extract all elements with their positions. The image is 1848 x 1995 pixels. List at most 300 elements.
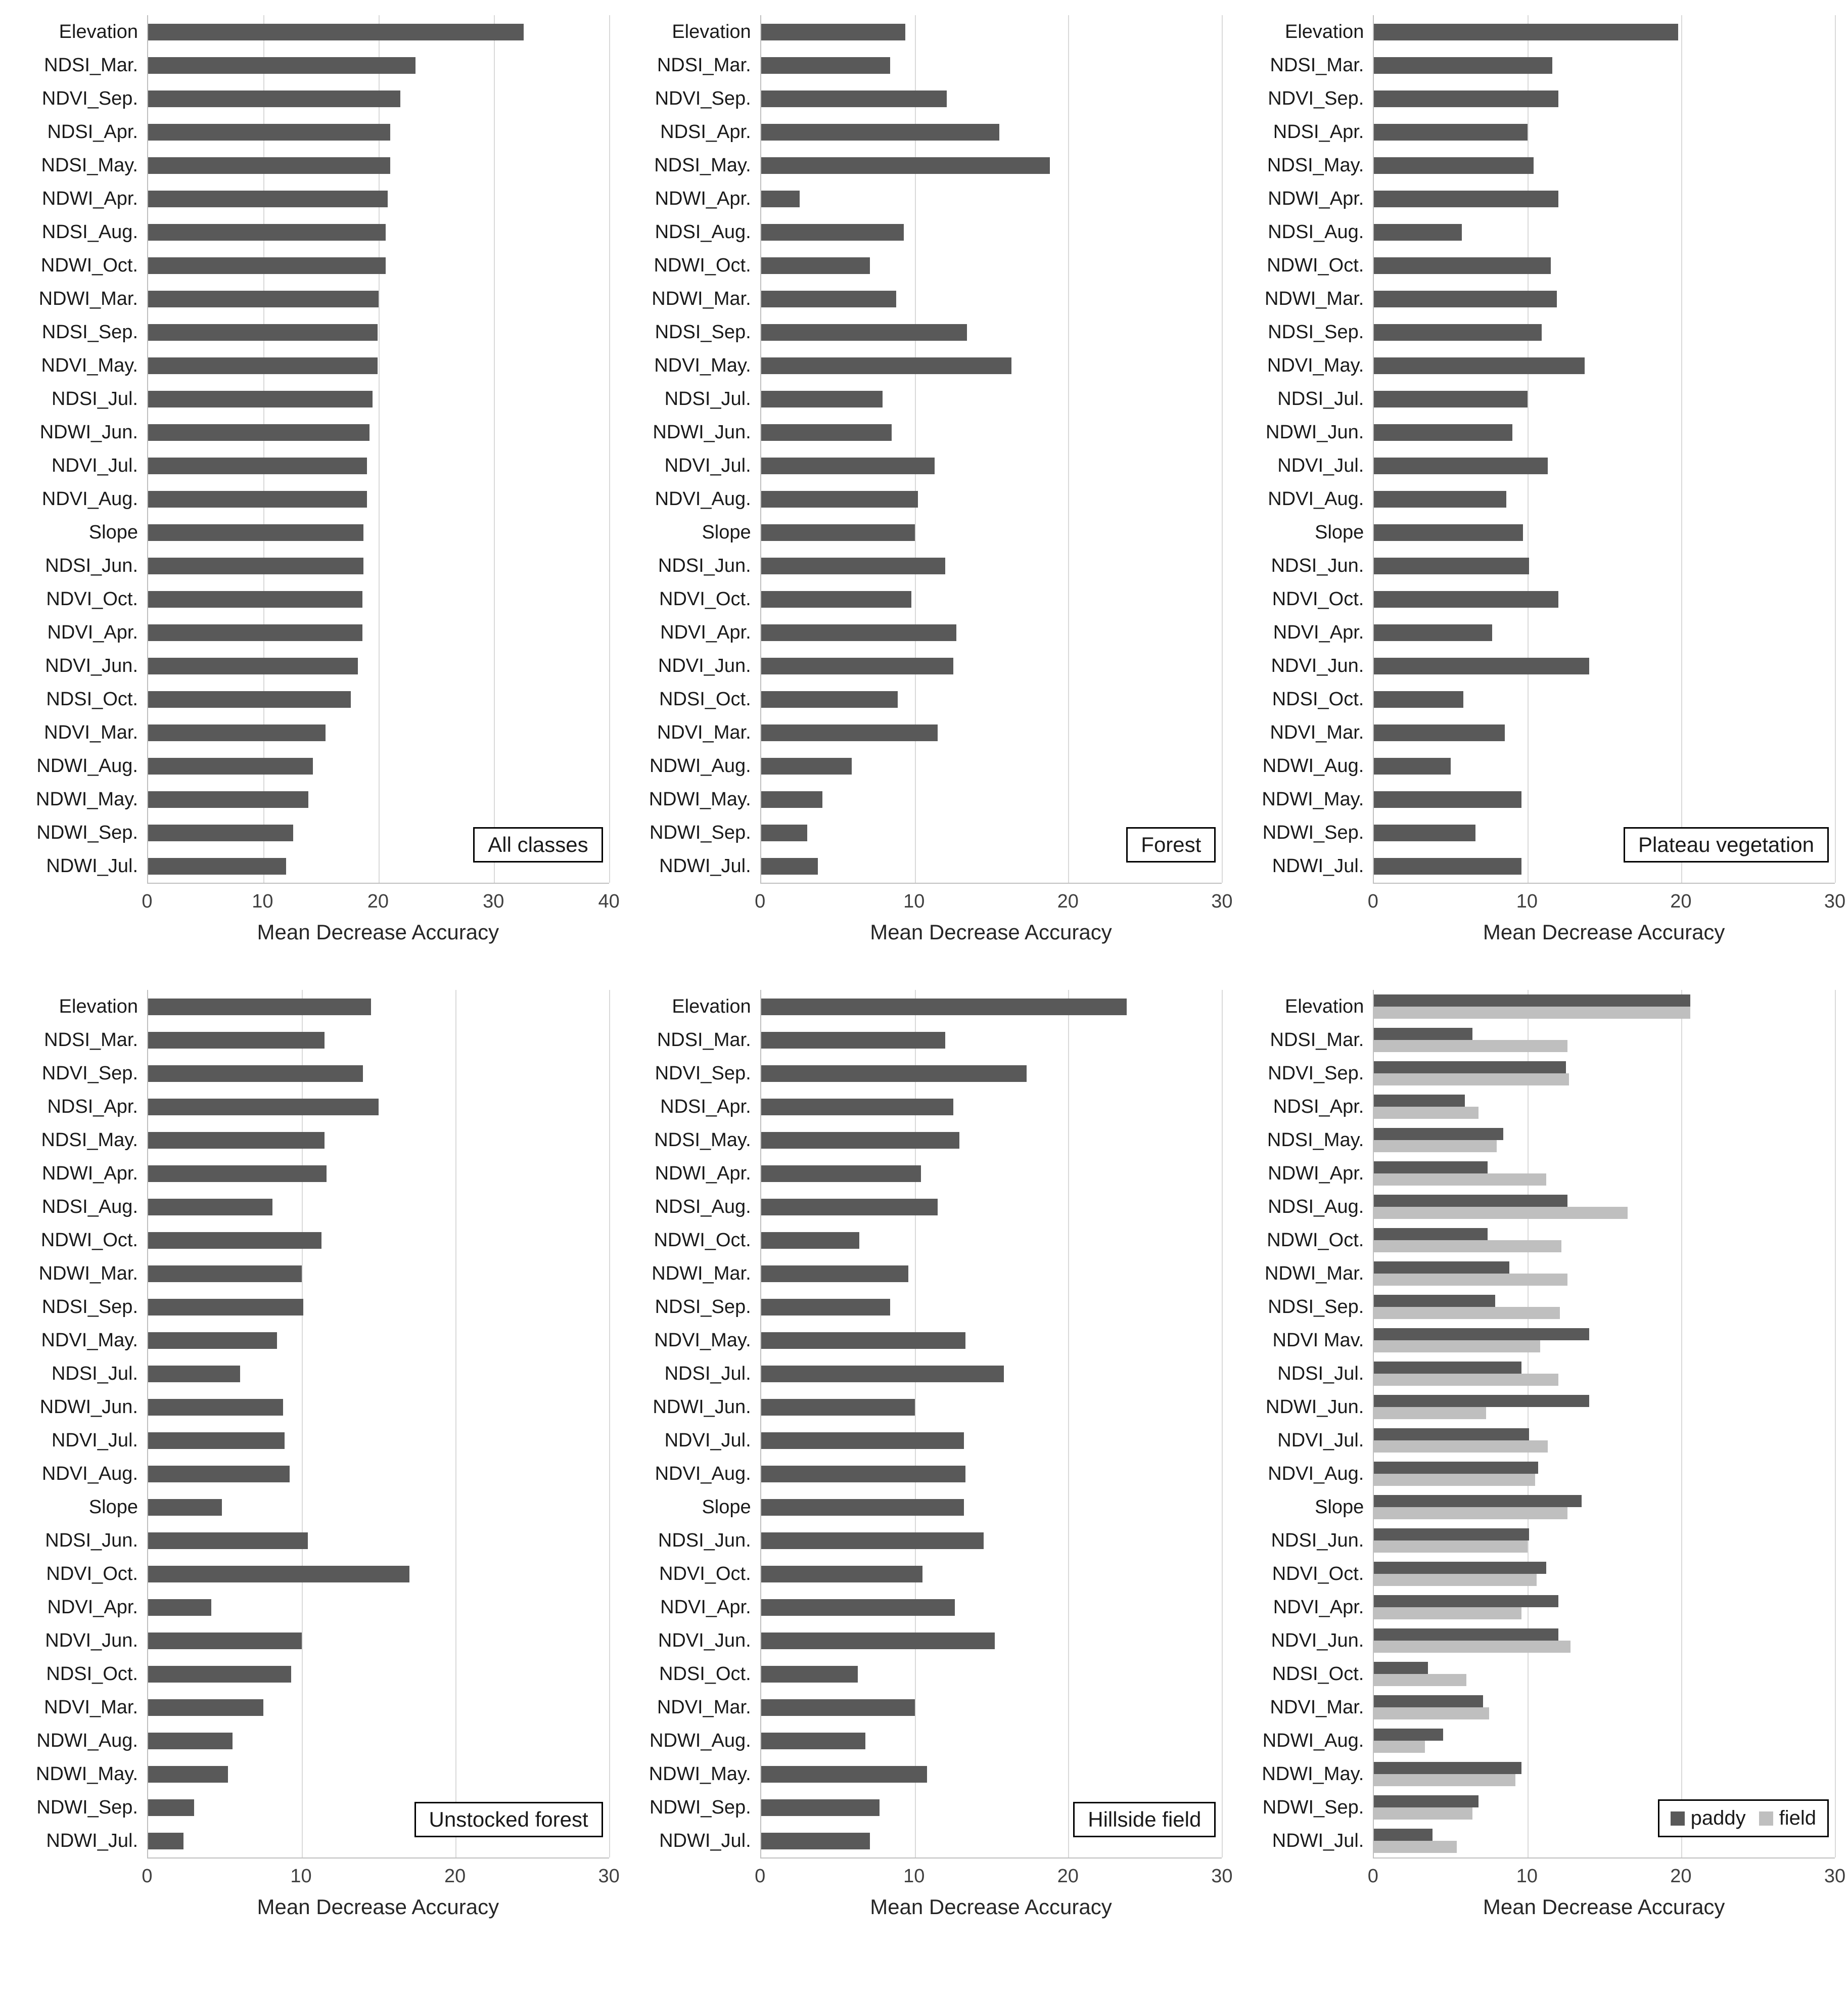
chart-body [1239, 15, 1835, 884]
bar-paddy [1374, 1028, 1472, 1040]
bar [1374, 558, 1529, 574]
y-axis-labels [1239, 15, 1373, 884]
bar-row [1374, 1657, 1835, 1691]
bar-row [1374, 1724, 1835, 1757]
bar-row [761, 1591, 1222, 1624]
bar [1374, 291, 1557, 307]
bar [148, 1199, 272, 1215]
category-label: NDSI_Mar. [44, 1029, 138, 1051]
category-label: NDVI_May. [41, 1329, 138, 1351]
category-label: NDWI_Oct. [654, 254, 751, 276]
bar [761, 1833, 870, 1849]
bar-row [1374, 1357, 1835, 1390]
bar-row [148, 1724, 609, 1757]
category-label: NDSI_May. [654, 154, 751, 176]
bar [148, 591, 362, 608]
chart-body [626, 990, 1222, 1858]
bar-row [148, 1490, 609, 1524]
bar-row [148, 1557, 609, 1591]
bar-row [761, 482, 1222, 516]
x-tick-label: 0 [142, 1866, 153, 1887]
gridline [609, 15, 610, 883]
bar-paddy [1374, 1462, 1538, 1474]
chart-panel-hillside-field [626, 990, 1233, 1919]
bar-paddy [1374, 1328, 1589, 1340]
bar-row [1374, 783, 1835, 816]
bar [761, 691, 898, 708]
chart-title: All classes [488, 833, 588, 856]
category-label: NDSI_May. [654, 1129, 751, 1151]
bar-paddy [1374, 1762, 1521, 1774]
bar-row [761, 282, 1222, 315]
bar-row [1374, 1691, 1835, 1724]
category-label: NDSI_Sep. [1268, 1296, 1364, 1318]
category-label: NDVI_May. [654, 1329, 751, 1351]
x-tick-label: 10 [252, 891, 273, 912]
bar [761, 324, 967, 341]
y-axis-labels [13, 990, 147, 1858]
bar-row [1374, 182, 1835, 215]
bar-row [1374, 649, 1835, 683]
bar-row [761, 1157, 1222, 1190]
bar-row [761, 315, 1222, 349]
bar [148, 1499, 222, 1516]
plot-area [760, 15, 1222, 884]
category-label: NDWI_Jul. [1272, 1830, 1364, 1851]
bar-row [761, 1691, 1222, 1724]
bar-row [1374, 1490, 1835, 1524]
bar [761, 424, 892, 441]
bar [148, 391, 373, 407]
bar-row [148, 1324, 609, 1357]
bar-paddy [1374, 1595, 1558, 1607]
bar-field [1374, 1841, 1457, 1853]
bar-paddy [1374, 1295, 1495, 1307]
bar-row [761, 516, 1222, 549]
bar [148, 1132, 325, 1149]
category-label: NDWI_Jul. [46, 855, 138, 877]
bar-field [1374, 1340, 1540, 1352]
bar [1374, 157, 1534, 174]
bar [1374, 624, 1492, 641]
bar-row [148, 716, 609, 749]
bar-row [1374, 582, 1835, 616]
category-label: NDWI_Apr. [41, 188, 138, 209]
bar-row [148, 1657, 609, 1691]
category-label: Elevation [672, 21, 751, 42]
bar-row [761, 749, 1222, 783]
x-tick-label: 20 [1057, 891, 1079, 912]
bar [148, 1799, 194, 1816]
bar-row [761, 549, 1222, 582]
category-label: NDVI_Mar. [44, 1696, 138, 1718]
chart-title: Hillside field [1088, 1807, 1202, 1831]
bar-row [148, 1223, 609, 1257]
category-label: NDSI_Mar. [657, 54, 751, 76]
bar [1374, 57, 1552, 74]
x-tick-label: 10 [1516, 891, 1538, 912]
bar-paddy [1374, 1395, 1589, 1407]
bar-paddy [1374, 1528, 1529, 1540]
bar [148, 658, 358, 674]
x-axis-title: Mean Decrease Accuracy [257, 920, 499, 944]
bars-layer [148, 15, 609, 883]
category-label: NDWI_Apr. [655, 188, 751, 209]
category-label: NDVI_Jun. [658, 1629, 751, 1651]
bar-row [148, 1390, 609, 1424]
category-label: NDSI_Apr. [47, 1096, 138, 1117]
bar-row [148, 382, 609, 416]
bar-row [148, 349, 609, 382]
x-tick-label: 0 [755, 1866, 766, 1887]
bar [1374, 90, 1558, 107]
bar [761, 1299, 890, 1316]
category-label: NDVI_Oct. [659, 588, 751, 610]
bar-row [148, 1290, 609, 1324]
x-axis [755, 1858, 1233, 1894]
bar-row [148, 1090, 609, 1123]
category-label: NDWI_May. [36, 1763, 138, 1785]
category-label: NDWI_May. [649, 1763, 751, 1785]
category-label: NDSI_Apr. [660, 121, 751, 143]
bar-row [1374, 1257, 1835, 1290]
category-label: NDVI_Oct. [46, 588, 138, 610]
category-label: NDWI_Sep. [1262, 1796, 1364, 1818]
category-label: NDWI_Jun. [653, 1396, 751, 1418]
bar-row [761, 115, 1222, 149]
bar-field [1374, 1574, 1537, 1586]
bar-row [761, 1724, 1222, 1757]
category-label: NDWI_Aug. [1262, 1730, 1364, 1751]
bar [148, 1633, 302, 1649]
bar-row [148, 1524, 609, 1557]
bar [148, 357, 378, 374]
bar [148, 1265, 302, 1282]
bar-row [148, 1424, 609, 1457]
x-axis-title: Mean Decrease Accuracy [1483, 1895, 1725, 1919]
x-tick-labels [142, 884, 620, 919]
bar-row [1374, 15, 1835, 49]
category-label: NDVI_Mar. [657, 721, 751, 743]
bar [148, 1833, 183, 1849]
bar-row [1374, 315, 1835, 349]
category-label: NDVI_Apr. [1273, 621, 1364, 643]
bar [148, 1532, 308, 1549]
gridline [1835, 15, 1836, 883]
plot-area [1373, 15, 1835, 884]
category-label: NDWI_Mar. [652, 288, 751, 309]
category-label: NDSI_Mar. [657, 1029, 751, 1051]
x-tick-label: 10 [903, 891, 925, 912]
bar-row [148, 1157, 609, 1190]
category-label: NDVI_Aug. [1268, 1463, 1364, 1484]
bar-row [148, 315, 609, 349]
bar-row [1374, 749, 1835, 783]
category-label: NDVI_Jun. [45, 1629, 138, 1651]
bar-field [1374, 1507, 1567, 1519]
category-label: NDSI_Sep. [655, 321, 751, 343]
bar-row [761, 1624, 1222, 1657]
bar-paddy [1374, 1829, 1432, 1841]
bar-row [761, 616, 1222, 649]
category-label: NDVI_Jul. [664, 455, 751, 476]
category-label: NDWI_Sep. [650, 1796, 751, 1818]
bar [761, 791, 823, 808]
x-tick-label: 20 [444, 1866, 466, 1887]
bar-row [761, 1324, 1222, 1357]
bar [1374, 124, 1528, 141]
category-label: NDWI_Jul. [659, 855, 751, 877]
category-label: NDSI_May. [41, 1129, 138, 1151]
bar-field [1374, 1707, 1489, 1719]
category-label: NDSI_Jun. [45, 1529, 138, 1551]
bar [761, 825, 807, 841]
x-axis-title: Mean Decrease Accuracy [257, 1895, 499, 1919]
category-label: NDVI_Apr. [47, 1596, 138, 1618]
bar-row [148, 49, 609, 82]
bar-row [761, 1057, 1222, 1090]
bar-row [761, 1424, 1222, 1457]
bar-field [1374, 1207, 1627, 1219]
bar [148, 1332, 277, 1349]
bar-row [761, 1090, 1222, 1123]
category-label: NDSI_Sep. [655, 1296, 751, 1318]
category-label: NDSI_May. [1267, 1129, 1364, 1151]
bar [1374, 825, 1475, 841]
bar [148, 57, 415, 74]
bar-row [761, 49, 1222, 82]
category-label: NDWI_Oct. [40, 254, 138, 276]
y-axis-labels [626, 15, 760, 884]
legend-item-paddy [1671, 1807, 1746, 1830]
bar-row [148, 1624, 609, 1657]
category-label: NDVI_Aug. [655, 488, 751, 510]
chart-title: Forest [1141, 833, 1202, 856]
category-label: NDWI_Apr. [1268, 188, 1364, 209]
bar-row [761, 716, 1222, 749]
category-label: NDSI_Aug. [655, 1196, 751, 1217]
bar-row [761, 1390, 1222, 1424]
bar-row [148, 215, 609, 249]
bar [761, 57, 890, 74]
bar [1374, 791, 1521, 808]
bar [148, 424, 369, 441]
category-label: NDSI_Mar. [1270, 54, 1364, 76]
bar [761, 1532, 984, 1549]
category-label: NDSI_Aug. [41, 1196, 138, 1217]
bar-paddy [1374, 1362, 1521, 1374]
bar-row [148, 482, 609, 516]
category-label: NDSI_Jul. [1277, 1363, 1364, 1384]
bar [1374, 591, 1558, 608]
bar-paddy [1374, 994, 1690, 1007]
category-label: NDWI_Oct. [654, 1229, 751, 1251]
category-label: NDVI_Jul. [51, 455, 138, 476]
category-label: NDSI_Oct. [1272, 1663, 1364, 1685]
bar [761, 1766, 927, 1783]
bar-row [148, 1257, 609, 1290]
bar-paddy [1374, 1662, 1427, 1674]
category-label: NDVI_Jul. [664, 1429, 751, 1451]
bar [761, 558, 946, 574]
bar [148, 825, 293, 841]
category-label: NDWI_Jun. [653, 421, 751, 443]
bar-paddy [1374, 1261, 1509, 1274]
bar-row [148, 516, 609, 549]
plot-area [147, 990, 609, 1858]
bar-row [148, 1591, 609, 1624]
gridline [609, 990, 610, 1857]
x-tick-label: 30 [598, 1866, 620, 1887]
bar [148, 90, 400, 107]
bar-row [761, 1123, 1222, 1157]
bar-field [1374, 1741, 1424, 1753]
category-label: NDWI_Mar. [38, 1262, 138, 1284]
bar [761, 1065, 1027, 1082]
chart-title-box [414, 1802, 603, 1837]
bar-row [148, 82, 609, 115]
bar-paddy [1374, 1428, 1529, 1440]
category-label: NDWI_Aug. [1262, 755, 1364, 777]
bar-row [1374, 382, 1835, 416]
bar-field [1374, 1274, 1567, 1286]
category-label: Slope [1315, 1496, 1364, 1518]
bar-paddy [1374, 1228, 1488, 1240]
chart-panel-forest [626, 15, 1233, 944]
category-label: NDSI_Aug. [41, 221, 138, 243]
category-label: NDVI_Oct. [1272, 1563, 1364, 1584]
chart-panel-paddy-field [1239, 990, 1846, 1919]
y-axis-labels [1239, 990, 1373, 1858]
chart-title: Plateau vegetation [1638, 833, 1814, 856]
bar [148, 1165, 327, 1182]
bar-row [1374, 616, 1835, 649]
bar-row [148, 649, 609, 683]
bar [148, 1666, 291, 1683]
bar [148, 1466, 290, 1482]
bar [148, 191, 388, 207]
bar-row [761, 82, 1222, 115]
category-label: NDSI_Oct. [659, 1663, 751, 1685]
bar [148, 524, 363, 541]
category-label: NDVI_Jun. [1271, 1629, 1364, 1651]
bar [1374, 424, 1512, 441]
plot-area [147, 15, 609, 884]
x-axis-title: Mean Decrease Accuracy [870, 920, 1112, 944]
bar-row [148, 549, 609, 582]
bar [761, 1232, 859, 1249]
category-label: NDWI_Aug. [650, 1730, 751, 1751]
bar [1374, 224, 1461, 241]
bar-row [761, 582, 1222, 616]
bar [148, 791, 308, 808]
bar-row [1374, 149, 1835, 182]
category-label: NDVI_Mar. [657, 1696, 751, 1718]
bar-row [1374, 516, 1835, 549]
category-label: NDSI_Mar. [44, 54, 138, 76]
category-label: NDSI_May. [41, 154, 138, 176]
bar [1374, 758, 1451, 775]
bar [148, 458, 367, 474]
bar-row [1374, 1424, 1835, 1457]
x-axis-title: Mean Decrease Accuracy [1483, 920, 1725, 944]
category-label: NDSI_Oct. [46, 688, 138, 710]
bar-row [148, 783, 609, 816]
x-axis [1367, 1858, 1846, 1894]
bar [148, 1766, 228, 1783]
bar [761, 124, 999, 141]
bar-row [1374, 1157, 1835, 1190]
bar-field [1374, 1073, 1569, 1085]
bar-row [148, 1757, 609, 1791]
bar [761, 1366, 1004, 1382]
chart-title-box [1073, 1802, 1216, 1837]
bar-field [1374, 1407, 1486, 1419]
bar-field [1374, 1674, 1466, 1686]
bar-field [1374, 1307, 1560, 1319]
category-label: NDVI_Jul. [51, 1429, 138, 1451]
bar-row [148, 282, 609, 315]
x-tick-labels [1367, 884, 1846, 919]
bar [761, 724, 938, 741]
x-axis-title: Mean Decrease Accuracy [870, 1895, 1112, 1919]
bar-row [1374, 1190, 1835, 1223]
bar [148, 1299, 303, 1316]
category-label: NDVI_May. [1267, 354, 1364, 376]
bar [761, 858, 818, 875]
chart-title: Unstocked forest [429, 1807, 588, 1831]
category-label: NDVI_Oct. [1272, 588, 1364, 610]
bar-row [761, 416, 1222, 449]
bar-field [1374, 1107, 1479, 1119]
bar-row [1374, 282, 1835, 315]
gridline [1222, 990, 1223, 1857]
bar-row [1374, 1057, 1835, 1090]
bar [1374, 658, 1589, 674]
category-label: NDSI_Jul. [1277, 388, 1364, 410]
x-tick-label: 10 [1516, 1866, 1538, 1887]
bar [1374, 491, 1506, 508]
category-label: NDSI_Jun. [1271, 555, 1364, 576]
bar [761, 191, 800, 207]
chart-body [13, 15, 609, 884]
bar-row [761, 1457, 1222, 1490]
x-tick-label: 30 [1211, 891, 1233, 912]
bar [761, 1599, 955, 1616]
bar [1374, 858, 1521, 875]
bar-field [1374, 1240, 1561, 1252]
bars-layer [1374, 990, 1835, 1857]
category-label: Elevation [672, 995, 751, 1017]
bar-row [148, 749, 609, 783]
category-label: NDWI_Aug. [36, 755, 138, 777]
bar-field [1374, 1374, 1558, 1386]
bar-row [761, 349, 1222, 382]
bar [1374, 691, 1463, 708]
category-label: NDVI_Oct. [659, 1563, 751, 1584]
category-label: NDSI_May. [1267, 154, 1364, 176]
bar-row [148, 182, 609, 215]
bar [1374, 257, 1550, 274]
bar [148, 291, 379, 307]
category-label: NDVI_Jun. [1271, 655, 1364, 676]
bar-row [1374, 349, 1835, 382]
bar-field [1374, 1540, 1528, 1553]
bar-row [761, 1290, 1222, 1324]
legend-label-field: field [1779, 1807, 1816, 1829]
bar-row [761, 1757, 1222, 1791]
category-label: NDWI_Jul. [1272, 855, 1364, 877]
